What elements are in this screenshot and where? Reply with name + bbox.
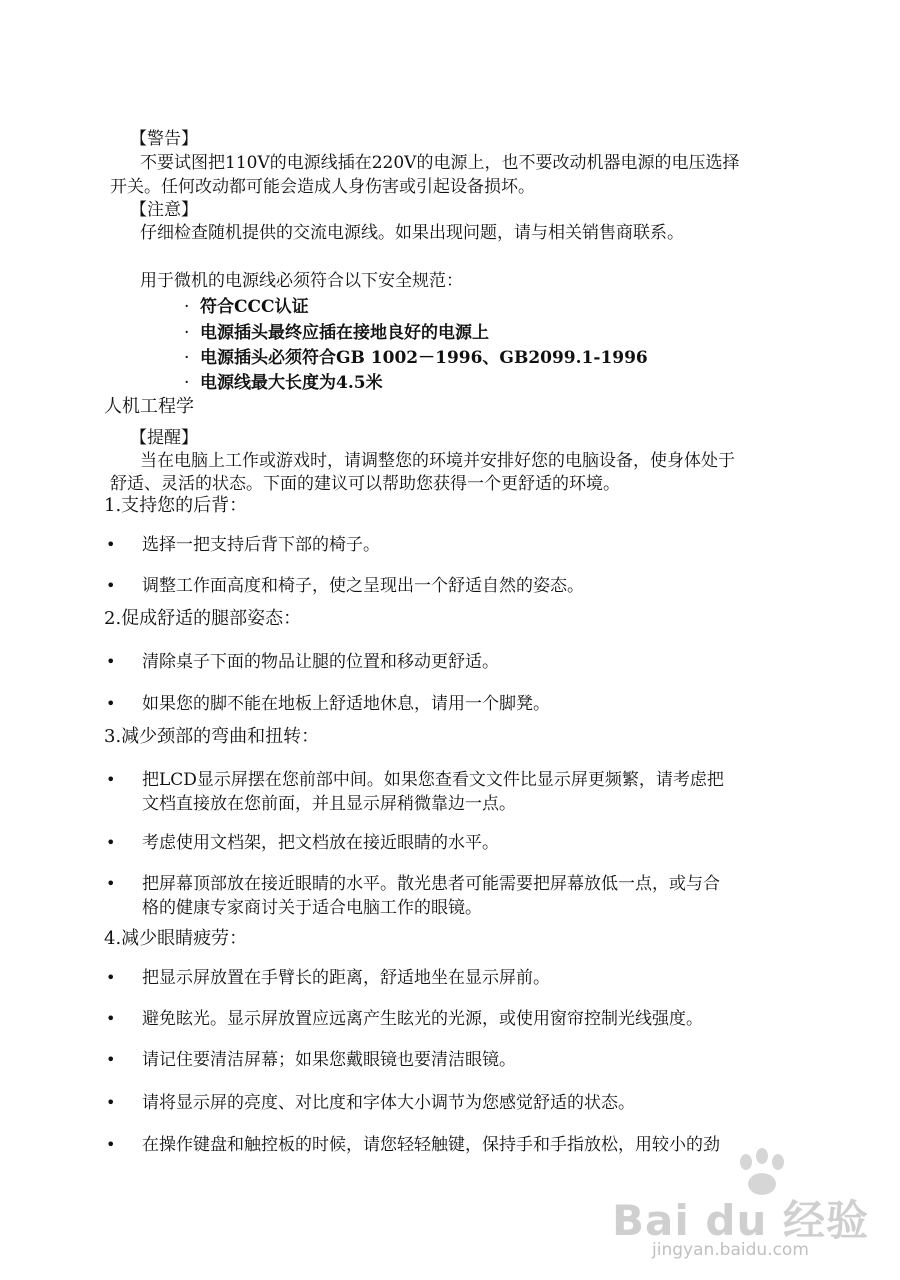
section-title: 人机工程学 xyxy=(104,396,194,417)
power-cord-item: 电源插头最终应插在接地良好的电源上 xyxy=(200,323,489,343)
subsection-heading: 4.减少眼睛疲劳： xyxy=(104,928,248,949)
list-item-continuation: 格的健康专家商讨关于适合电脑工作的眼镜。 xyxy=(142,898,482,918)
subsection-heading: 1.支持您的后背： xyxy=(104,495,248,516)
power-cord-item: 符合CCC认证 xyxy=(200,297,309,317)
subsection-heading: 3.减少颈部的弯曲和扭转： xyxy=(104,726,320,747)
bullet-dot: • xyxy=(106,535,116,554)
bullet-dot: · xyxy=(184,373,190,393)
bullet-dot: · xyxy=(184,297,190,317)
bullet-dot: • xyxy=(106,576,116,595)
list-item: 把显示屏放置在手臂长的距离，舒适地坐在显示屏前。 xyxy=(142,968,550,988)
list-item: 把屏幕顶部放在接近眼睛的水平。散光患者可能需要把屏幕放低一点，或与合 xyxy=(142,874,720,894)
subsection-heading: 2.促成舒适的腿部姿态： xyxy=(104,608,302,629)
reminder-line-2: 舒适、灵活的状态。下面的建议可以帮助您获得一个更舒适的环境。 xyxy=(110,474,620,494)
warning-line-1: 不要试图把110V的电源线插在220V的电源上，也不要改动机器电源的电压选择 xyxy=(140,153,740,173)
notice-line: 仔细检查随机提供的交流电源线。如果出现问题，请与相关销售商联系。 xyxy=(140,223,684,243)
list-item: 避免眩光。显示屏放置应远离产生眩光的光源，或使用窗帘控制光线强度。 xyxy=(142,1009,703,1029)
list-item: 在操作键盘和触控板的时候，请您轻轻触键，保持手和手指放松，用较小的劲 xyxy=(142,1135,720,1155)
bullet-dot: • xyxy=(106,833,116,852)
list-item: 调整工作面高度和椅子，使之呈现出一个舒适自然的姿态。 xyxy=(142,576,584,596)
notice-label: 【注意】 xyxy=(130,200,198,220)
reminder-label: 【提醒】 xyxy=(130,428,198,448)
bullet-dot: • xyxy=(106,1009,116,1028)
bullet-dot: • xyxy=(106,1135,116,1154)
bullet-dot: • xyxy=(106,874,116,893)
bullet-dot: • xyxy=(106,652,116,671)
bullet-dot: • xyxy=(106,1050,116,1069)
baidu-jingyan-watermark xyxy=(612,1148,872,1258)
reminder-line-1: 当在电脑上工作或游戏时，请调整您的环境并安排好您的电脑设备，使身体处于 xyxy=(140,451,735,471)
warning-label: 【警告】 xyxy=(130,129,198,149)
power-cord-item: 电源插头必须符合GB 1002－1996、GB2099.1-1996 xyxy=(200,348,648,368)
bullet-dot: · xyxy=(184,323,190,343)
watermark-logo: Bai du 经验 xyxy=(612,1196,869,1245)
list-item-continuation: 文档直接放在您前面，并且显示屏稍微靠边一点。 xyxy=(142,794,516,814)
list-item: 请将显示屏的亮度、对比度和字体大小调节为您感觉舒适的状态。 xyxy=(142,1093,635,1113)
power-cord-intro: 用于微机的电源线必须符合以下安全规范： xyxy=(140,271,463,291)
power-cord-item: 电源线最大长度为4.5米 xyxy=(200,373,383,393)
list-item: 考虑使用文档架，把文档放在接近眼睛的水平。 xyxy=(142,833,499,853)
list-item: 请记住要清洁屏幕；如果您戴眼镜也要清洁眼镜。 xyxy=(142,1050,516,1070)
warning-line-2: 开关。任何改动都可能会造成人身伤害或引起设备损坏。 xyxy=(110,177,535,197)
list-item: 选择一把支持后背下部的椅子。 xyxy=(142,535,380,555)
bullet-dot: · xyxy=(184,348,190,368)
bullet-dot: • xyxy=(106,694,116,713)
list-item: 如果您的脚不能在地板上舒适地休息，请用一个脚凳。 xyxy=(142,694,550,714)
list-item: 把LCD显示屏摆在您前部中间。如果您查看文文件比显示屏更频繁，请考虑把 xyxy=(142,770,724,790)
watermark-url: jingyan.baidu.com xyxy=(652,1240,809,1260)
bullet-dot: • xyxy=(106,968,116,987)
bullet-dot: • xyxy=(106,1093,116,1112)
list-item: 清除桌子下面的物品让腿的位置和移动更舒适。 xyxy=(142,652,499,672)
bullet-dot: • xyxy=(106,770,116,789)
